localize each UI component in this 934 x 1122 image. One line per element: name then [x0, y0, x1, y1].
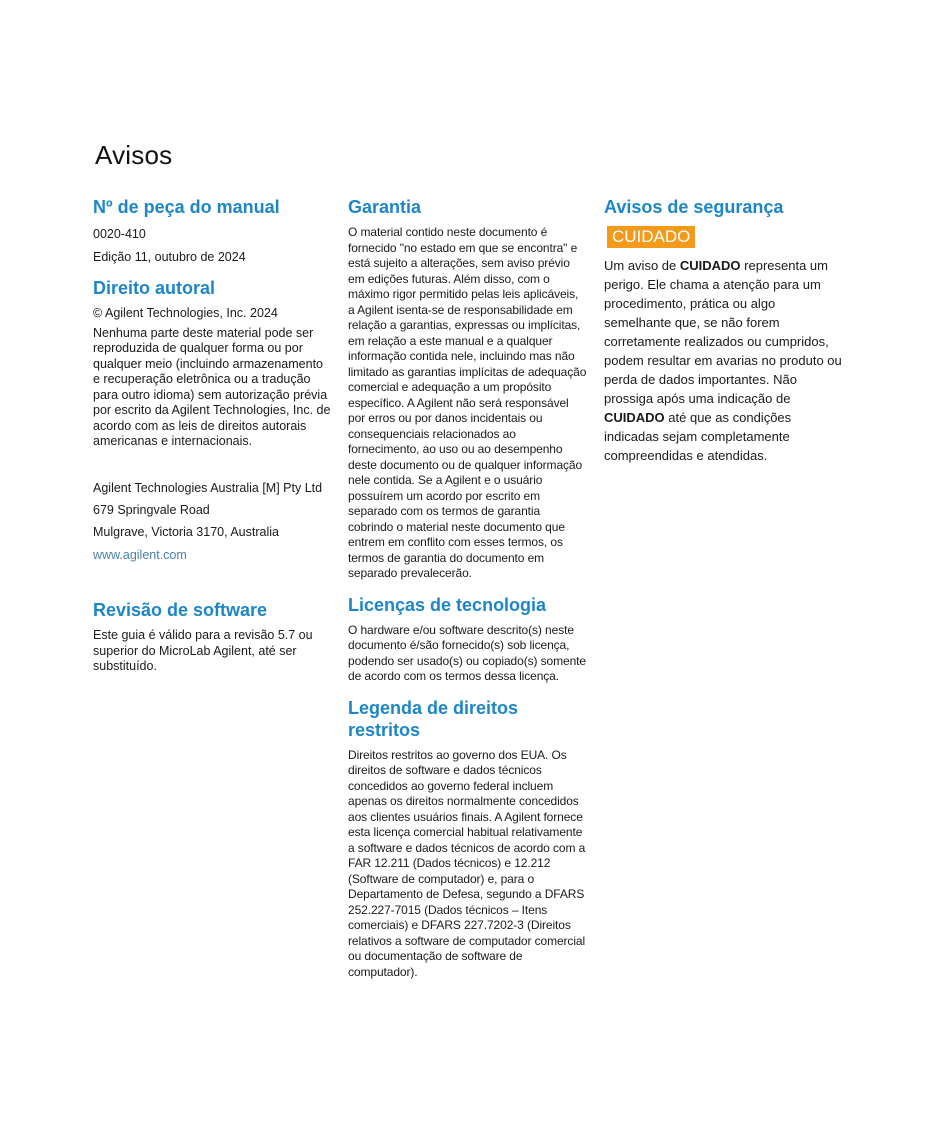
tech-licenses-body: O hardware e/ou software descrito(s) neste documento é/são fornecido(s) sob licença, podendo ser usado(s) ou copiado(s) somente de acordo com os termos dessa licença.: [348, 622, 586, 683]
copyright-body: Nenhuma parte deste material pode ser reproduzida de qualquer forma ou por qualquer meio (incluindo armazenamento e recuperação eletrônica ou a tradução para outro idioma) sem autorização prévia por escrito da Agilent Technologies, Inc. de acordo com as leis de direitos autorais americanas e internacionais.: [93, 325, 331, 448]
caution-text-part-3: até que as condições indicadas sejam completamente compreendidas e atendidas.: [604, 410, 792, 463]
software-revision-body: Este guia é válido para a revisão 5.7 ou superior do MicroLab Agilent, até ser substituído.: [93, 628, 313, 673]
caution-text-part-1: Um aviso de: [604, 258, 680, 273]
restricted-rights-heading: Legenda de direitos restritos: [348, 697, 519, 740]
page-title: Avisos: [95, 140, 173, 170]
tech-licenses-heading: Licenças de tecnologia: [348, 594, 547, 615]
street-address: 679 Springvale Road: [93, 502, 210, 517]
part-number: 0020-410: [93, 227, 146, 241]
software-revision-heading: Revisão de software: [93, 600, 268, 620]
left-column: [93, 196, 331, 675]
website-link[interactable]: www.agilent.com: [93, 547, 187, 562]
middle-column: [348, 196, 588, 980]
caution-text: [604, 256, 846, 465]
caution-bold-1: CUIDADO: [679, 258, 741, 273]
caution-badge: CUIDADO: [607, 226, 695, 248]
part-number-heading: Nº de peça do manual: [93, 197, 280, 217]
edition: Edição 11, outubro de 2024: [93, 249, 246, 264]
copyright-line: © Agilent Technologies, Inc. 2024: [93, 306, 278, 320]
copyright-heading: Direito autoral: [93, 278, 216, 298]
right-column: [604, 196, 846, 465]
city-address: Mulgrave, Victoria 3170, Australia: [93, 525, 279, 539]
company-name: Agilent Technologies Australia [M] Pty Ltd: [93, 480, 323, 495]
warranty-heading: Garantia: [348, 197, 422, 217]
restricted-rights-body: Direitos restritos ao governo dos EUA. Os direitos de software e dados técnicos concedidos ao governo federal incluem apenas os direitos normalmente concedidos aos clientes usuários finais. A Agilent fornece esta licença comercial habitual relativamente a software e dados técnicos de acordo com a FAR 12.211 (Dados técnicos) e 12.212 (Software de computador) e, para o Departamento de Defesa, segundo a DFARS 252.227-7015 (Dados técnicos – Itens comerciais) e DFARS 227.7202-3 (Direitos relativos a software de computador comercial ou documentação de software de computador).: [348, 747, 586, 979]
warranty-body: O material contido neste documento é fornecido "no estado em que se encontra" e está sujeito a alterações, sem aviso prévio em edições futuras. Além disso, com o máximo rigor permitido pelas leis aplicáveis, a Agilent isenta-se de responsabilidade em relação a garantias, expressas ou implícitas, em relação a este manual e a qualquer informação contida nele, incluindo mas não limitado as garantias implícitas de adequação comercial e adequação a um propósito específico. A Agilent não será responsável por erros ou por danos incidentais ou consequenciais relacionados ao fornecimento, ao uso ou ao desempenho deste documento ou de qualquer informação nele contida. Se a Agilent e o usuário possuírem um acordo por escrito em separado com os termos de garantia cobrindo o material neste documento que entrem em conflito com esses termos, os termos de garantia do documento em separado prevalecerão.: [348, 225, 587, 580]
safety-heading: Avisos de segurança: [604, 197, 784, 217]
caution-bold-2: CUIDADO: [604, 410, 665, 425]
caution-text-part-2: representa um perigo. Ele chama a atenção para um procedimento, prática ou algo semelhante que, se não forem corretamente realizados ou cumpridos, podem resultar em avarias no produto ou perda de dados importantes. Não prossiga após uma indicação de: [604, 258, 842, 406]
